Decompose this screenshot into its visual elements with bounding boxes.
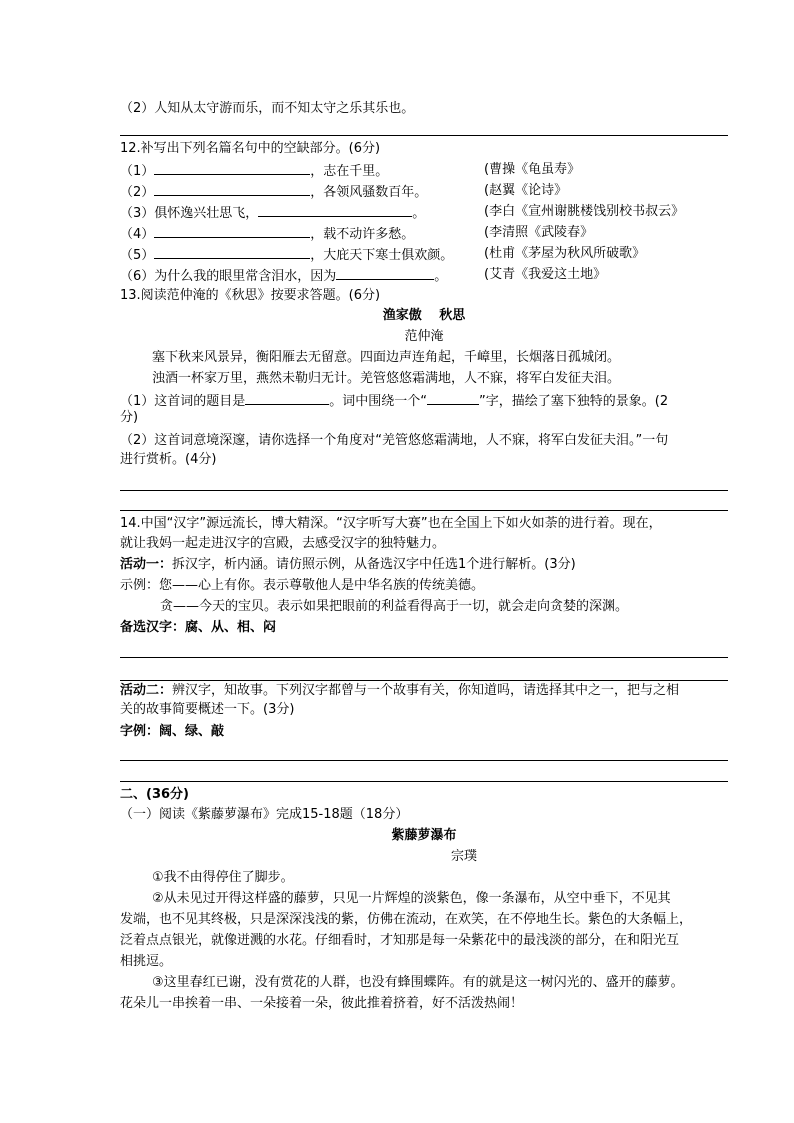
fill-in-blank[interactable] [154,245,310,259]
q14-intro-line2: 就让我妈一起走进汉字的宫殿，去感受汉字的独特魅力。 [120,536,446,551]
q12-item-suffix: ，各领风骚数百年。 [310,185,428,200]
answer-line [120,680,728,681]
article-title: 紫藤萝瀑布 [391,828,457,843]
q14-activity-1 [120,556,576,574]
q12-item-5 [120,245,453,265]
q12-item-prefix: （3）俱怀逸兴壮思飞， [120,206,259,221]
answer-line [120,781,728,782]
fill-in-blank[interactable] [154,161,310,175]
q12-item-suffix: ，大庇天下寒士俱欢颜。 [310,248,454,263]
q11-line2: （2）人知从太守游而乐，而不知太守之乐其乐也。 [120,101,415,116]
q12-item-3 [120,203,425,223]
q12-source-5: (杜甫《茅屋为秋风所破歌》 [484,246,646,261]
fill-in-blank[interactable] [245,391,329,405]
fill-in-blank[interactable] [336,266,434,280]
q12-source-6: (艾青《我爱这土地》 [484,267,607,282]
paragraph-2-line4: 相挑逗。 [120,954,173,969]
q12-item-prefix: （4） [120,227,155,242]
q14-activity-2 [120,682,679,700]
paragraph-1: ①我不由得停住了脚步。 [152,870,294,885]
part-2-subheader: （一）阅读《紫藤萝瀑布》完成15-18题（18分） [120,807,409,822]
q13-q1-part-b: 。词中围绕一个“ [329,394,428,409]
poem-author: 范仲淹 [404,329,444,344]
q12-header: 12.补写出下列名篇名句中的空缺部分。(6分) [120,141,381,156]
paragraph-2-line3: 泛着点点银光，就像迸溅的水花。仔细看时，才知那是每一朵紫花中的最浅淡的部分，在和阳光互 [120,933,680,948]
q12-item-prefix: （1） [120,164,155,179]
q12-item-suffix: ，载不动许多愁。 [310,227,415,242]
q14-example-2: 贪——今天的宝贝。表示如果把眼前的利益看得高于一切，就会走向贪婪的深渊。 [160,599,629,614]
q13-q1-score: 分) [120,410,139,425]
article-author: 宗璞 [450,849,477,864]
q12-item-suffix: 。 [412,206,426,221]
q12-item-6 [120,266,447,286]
q13-question-2-line1: （2）这首词意境深邃，请你选择一个角度对“羌管悠悠霜满地，人不寐，将军白发征夫泪。”一句 [120,433,669,448]
q13-q1-part-a: （1）这首词的题目是 [120,394,246,409]
q12-source-4: (李清照《武陵春》 [484,225,594,240]
q14-example-chars: 字例：阔、绿、敲 [120,724,225,739]
q12-source-1: (曹操《龟虽寿》 [484,162,581,177]
answer-line [120,135,728,136]
fill-in-blank[interactable] [258,203,412,217]
activity-2-text: 辨汉字，知故事。下列汉字都曾与一个故事有关，你知道吗，请选择其中之一，把与之相 [172,683,680,698]
fill-in-blank[interactable] [154,182,310,196]
paragraph-3-line2: 花朵儿一串挨着一串、一朵接着一朵，彼此推着挤着，好不活泼热闹！ [120,996,524,1011]
q13-header: 13.阅读范仲淹的《秋思》按要求答题。(6分) [120,288,381,303]
q12-item-prefix: （5） [120,248,155,263]
activity-1-label: 活动一： [120,557,173,572]
q12-source-2: (赵翼《论诗》 [484,183,568,198]
paragraph-2-line2: 发端，也不见其终极，只是深深浅浅的紫，仿佛在流动，在欢笑，在不停地生长。紫色的大条幅上， [120,912,693,927]
q12-item-1 [120,161,388,181]
q12-item-4 [120,224,414,244]
fill-in-blank[interactable] [154,224,310,238]
q12-source-3: (李白《宣州谢脁楼饯别校书叔云》 [484,204,685,219]
answer-line [120,657,728,658]
q14-intro-line1: 14.中国“汉字”源远流长，博大精深。“汉字听写大赛”也在全国上下如火如荼的进行着。现在， [120,516,662,531]
paragraph-2-line1: ②从未见过开得这样盛的藤萝，只见一片辉煌的淡紫色，像一条瀑布，从空中垂下，不见其 [152,891,671,906]
q14-activity-2-line2: 关的故事简要概述一下。(3分) [120,702,295,717]
poem-line-2: 浊酒一杯家万里，燕然未勒归无计。羌管悠悠霜满地，人不寐，将军白发征夫泪。 [152,371,621,386]
q12-item-2 [120,182,427,202]
q13-q1-part-c: ”字，描绘了塞下独特的景象。(2 [479,394,669,409]
activity-2-label: 活动二： [120,683,173,698]
q12-item-prefix: （6）为什么我的眼里常含泪水，因为 [120,269,337,284]
answer-line [120,490,728,491]
q13-question-1 [120,391,668,411]
q13-question-2-line2: 进行赏析。(4分) [120,452,217,467]
fill-in-blank[interactable] [427,391,479,405]
q14-candidate-chars: 备选汉字：腐、从、相、闷 [120,620,277,635]
poem-line-1: 塞下秋来风景异，衡阳雁去无留意。四面边声连角起，千嶂里，长烟落日孤城闭。 [152,350,621,365]
answer-line [120,510,728,511]
poem-title: 渔家傲 秋思 [382,308,466,323]
q12-item-suffix: 。 [434,269,448,284]
part-2-header: 二、(36分) [120,787,189,802]
q12-item-prefix: （2） [120,185,155,200]
activity-1-text: 拆汉字，析内涵。请仿照示例，从备选汉字中任选1个进行解析。(3分) [172,557,576,572]
q12-item-suffix: ，志在千里。 [310,164,389,179]
paragraph-3-line1: ③这里春红已谢，没有赏花的人群，也没有蜂围蝶阵。有的就是这一树闪光的、盛开的藤萝。 [152,975,684,990]
q14-example-1: 示例：您——心上有你。表示尊敬他人是中华名族的传统美德。 [120,578,485,593]
answer-line [120,760,728,761]
